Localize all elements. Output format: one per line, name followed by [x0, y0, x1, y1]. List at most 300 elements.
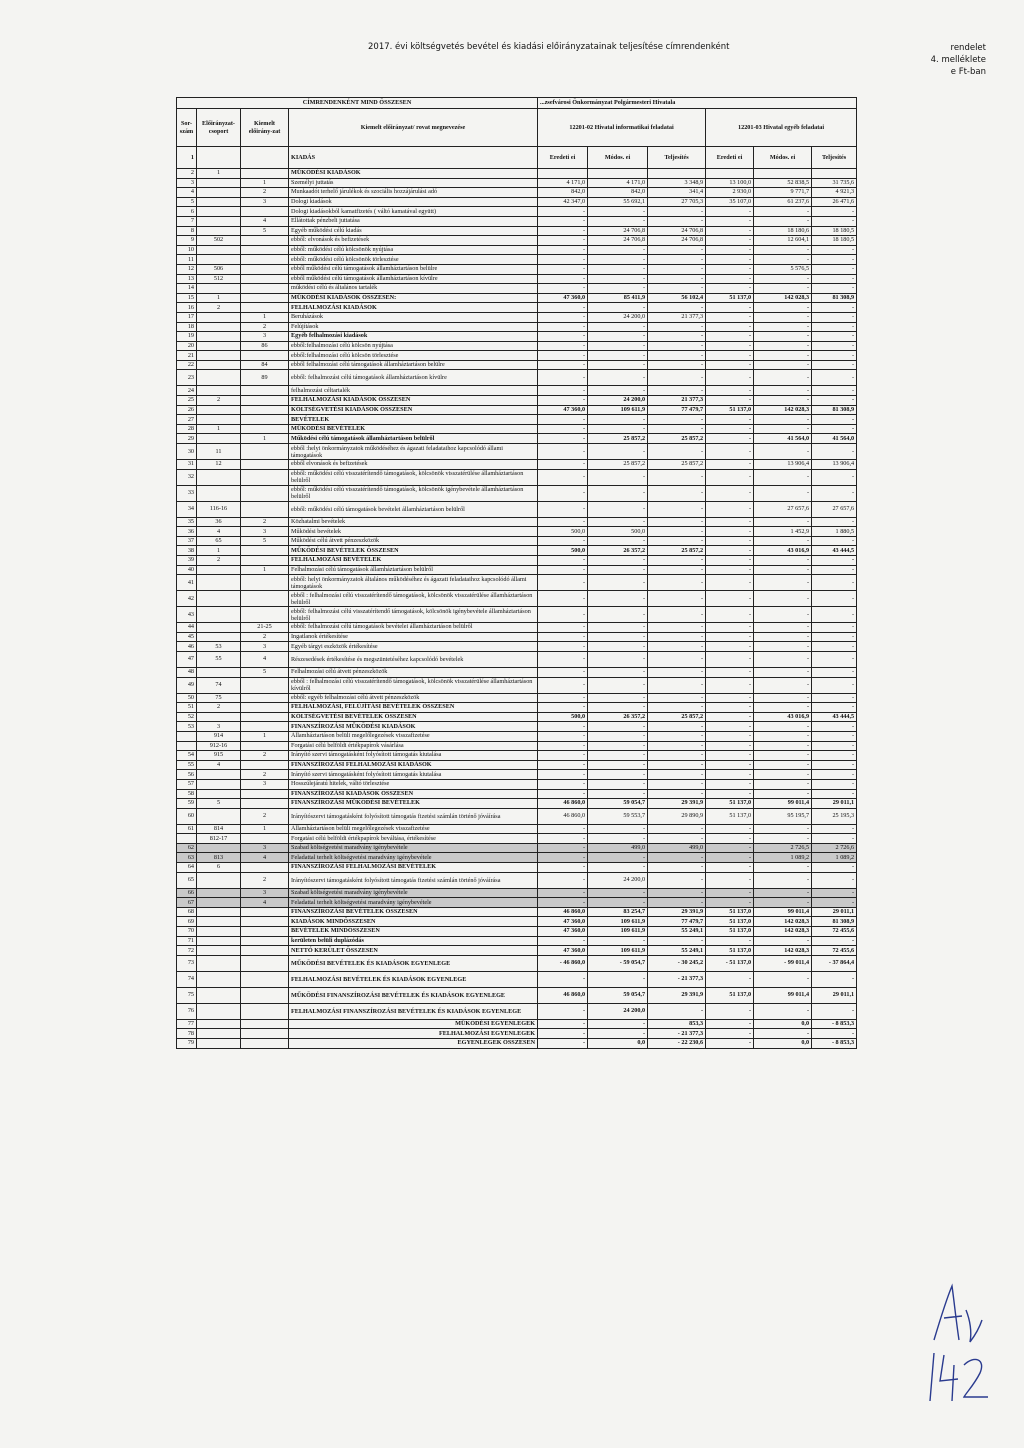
- row-label: MŰKÖDÉSI BEVÉTELEK ÖSSZESEN: [289, 546, 538, 556]
- value-cell: -: [588, 255, 648, 265]
- value-cell: 499,0: [648, 843, 706, 853]
- annex-line: 4. melléklete: [930, 55, 986, 65]
- row-label: NETTÓ KERÜLET ÖSSZESEN: [289, 946, 538, 956]
- value-cell: -: [706, 460, 754, 470]
- value-cell: 25 857,2: [648, 546, 706, 556]
- value-cell: 51 137,0: [706, 927, 754, 937]
- value-cell: -: [648, 351, 706, 361]
- value-cell: -: [706, 1003, 754, 1019]
- value-cell: -: [706, 274, 754, 284]
- item-code: [241, 1003, 289, 1019]
- table-row: [177, 332, 857, 342]
- group-code: [197, 632, 241, 642]
- value-cell: 4 921,3: [812, 188, 857, 198]
- annex-note: [931, 42, 986, 78]
- value-cell: -: [538, 731, 588, 741]
- value-cell: -: [706, 284, 754, 294]
- value-cell: -: [754, 284, 812, 294]
- value-cell: 29 391,9: [648, 987, 706, 1003]
- table-row: [177, 770, 857, 780]
- row-number: 50: [177, 693, 197, 703]
- item-code: [241, 607, 289, 623]
- table-row: [177, 178, 857, 188]
- group-code: [197, 927, 241, 937]
- value-cell: 13 906,4: [812, 460, 857, 470]
- value-cell: - 37 864,4: [812, 955, 857, 971]
- value-cell: -: [706, 677, 754, 693]
- value-cell: -: [754, 312, 812, 322]
- table-row: [177, 169, 857, 179]
- value-cell: -: [812, 444, 857, 460]
- value-cell: -: [588, 693, 648, 703]
- value-cell: -: [588, 303, 648, 313]
- value-cell: -: [812, 322, 857, 332]
- value-cell: -: [706, 898, 754, 908]
- group-code: [197, 341, 241, 351]
- value-cell: -: [588, 667, 648, 677]
- row-number: 26: [177, 405, 197, 415]
- row-label: FELHALMOZÁSI EGYENLEGEK: [289, 1029, 538, 1039]
- value-cell: -: [648, 322, 706, 332]
- value-cell: 42 347,0: [538, 197, 588, 207]
- group-code: [197, 197, 241, 207]
- value-cell: -: [754, 255, 812, 265]
- value-cell: -: [538, 789, 588, 799]
- group-code: [197, 1003, 241, 1019]
- row-label: felhalmozási céltartalék: [289, 386, 538, 396]
- item-code: [241, 917, 289, 927]
- value-cell: -: [648, 424, 706, 434]
- value-cell: -: [538, 693, 588, 703]
- group-code: 6: [197, 863, 241, 873]
- group-code: [197, 607, 241, 623]
- value-cell: -: [538, 226, 588, 236]
- row-number: 4: [177, 188, 197, 198]
- value-cell: 109 611,9: [588, 917, 648, 927]
- value-cell: -: [588, 651, 648, 667]
- item-code: 2: [241, 770, 289, 780]
- value-cell: 29 391,9: [648, 799, 706, 809]
- value-cell: 25 195,3: [812, 808, 857, 824]
- value-cell: 13 100,0: [706, 178, 754, 188]
- value-cell: 51 137,0: [706, 405, 754, 415]
- table-row: [177, 693, 857, 703]
- group-code: 502: [197, 236, 241, 246]
- value-cell: -: [648, 888, 706, 898]
- table-row: [177, 971, 857, 987]
- value-cell: -: [706, 722, 754, 732]
- item-code: 1: [241, 178, 289, 188]
- value-cell: -: [812, 556, 857, 566]
- value-cell: -: [706, 863, 754, 873]
- value-cell: -: [812, 341, 857, 351]
- row-number: 28: [177, 424, 197, 434]
- group-code: [197, 245, 241, 255]
- value-cell: -: [538, 370, 588, 386]
- item-code: 3: [241, 843, 289, 853]
- row-label: FELHALMOZÁSI BEVÉTELEK ÉS KIADÁSOK EGYENLEGE: [289, 971, 538, 987]
- value-cell: -: [588, 741, 648, 751]
- value-cell: -: [538, 312, 588, 322]
- table-row: [177, 303, 857, 313]
- group-code: [197, 808, 241, 824]
- value-cell: -: [812, 517, 857, 527]
- value-cell: -: [706, 216, 754, 226]
- value-cell: -: [648, 667, 706, 677]
- value-cell: -: [754, 386, 812, 396]
- value-cell: -: [706, 888, 754, 898]
- value-cell: - 46 860,0: [538, 955, 588, 971]
- value-cell: -: [588, 565, 648, 575]
- value-cell: 51 137,0: [706, 808, 754, 824]
- budget-table-wrap: [176, 97, 856, 1049]
- value-cell: -: [812, 789, 857, 799]
- value-cell: -: [706, 527, 754, 537]
- table-row: [177, 863, 857, 873]
- value-cell: 59 054,7: [588, 987, 648, 1003]
- annex-line: rendelet: [950, 43, 986, 53]
- value-cell: 499,0: [588, 843, 648, 853]
- row-label: Dologi kiadások: [289, 197, 538, 207]
- value-cell: -: [812, 312, 857, 322]
- value-cell: -: [648, 565, 706, 575]
- value-cell: -: [754, 1003, 812, 1019]
- value-cell: 27 705,3: [648, 197, 706, 207]
- value-cell: -: [754, 760, 812, 770]
- value-cell: -: [812, 834, 857, 844]
- table-row: [177, 751, 857, 761]
- value-cell: -: [754, 536, 812, 546]
- value-cell: 1 880,5: [812, 527, 857, 537]
- value-cell: -: [812, 274, 857, 284]
- item-code: 1: [241, 434, 289, 444]
- group-code: 914: [197, 731, 241, 741]
- value-cell: -: [754, 415, 812, 425]
- row-label: Irányítószervi támogatásként folyósított támogatás fizetési számlán történő jóváírása: [289, 872, 538, 888]
- row-number: 39: [177, 556, 197, 566]
- value-cell: -: [588, 632, 648, 642]
- row-number: 25: [177, 396, 197, 406]
- value-cell: 18 180,5: [812, 236, 857, 246]
- value-cell: -: [706, 667, 754, 677]
- table-row: [177, 591, 857, 607]
- item-code: 3: [241, 332, 289, 342]
- value-cell: -: [648, 872, 706, 888]
- group-code: 506: [197, 264, 241, 274]
- row-number: 55: [177, 760, 197, 770]
- group-code: [197, 485, 241, 501]
- value-cell: -: [754, 565, 812, 575]
- table-row: [177, 197, 857, 207]
- table-row: [177, 274, 857, 284]
- value-cell: -: [648, 264, 706, 274]
- table-row: [177, 188, 857, 198]
- value-cell: -: [538, 651, 588, 667]
- row-label: Személyi juttatás: [289, 178, 538, 188]
- value-cell: -: [588, 677, 648, 693]
- row-number: 15: [177, 293, 197, 303]
- row-label: EGYENLEGEK ÖSSZESEN: [289, 1039, 538, 1049]
- value-cell: -: [706, 1039, 754, 1049]
- value-cell: -: [588, 341, 648, 351]
- row-label: Forgatási célú belföldi értékpapírok vásárlása: [289, 741, 538, 751]
- annex-line: e Ft-ban: [950, 67, 986, 77]
- value-cell: -: [812, 651, 857, 667]
- item-code: [241, 834, 289, 844]
- value-cell: -: [648, 693, 706, 703]
- value-cell: 52 838,5: [754, 178, 812, 188]
- value-cell: 72 455,6: [812, 927, 857, 937]
- row-label: BEVÉTELEK: [289, 415, 538, 425]
- value-cell: - 21 377,3: [648, 971, 706, 987]
- group-code: [197, 667, 241, 677]
- value-cell: -: [538, 632, 588, 642]
- row-label: ebből működési célú támogatások államháztartáson belülre: [289, 264, 538, 274]
- row-label: Államháztartáson belüli megelőlegezések visszafizetése: [289, 731, 538, 741]
- value-cell: -: [538, 703, 588, 713]
- value-cell: 25 857,2: [648, 460, 706, 470]
- value-cell: -: [538, 245, 588, 255]
- value-cell: 25 857,2: [588, 460, 648, 470]
- table-row: [177, 731, 857, 741]
- group-code: [197, 591, 241, 607]
- value-cell: -: [648, 760, 706, 770]
- value-cell: -: [538, 207, 588, 217]
- group-code: [197, 1039, 241, 1049]
- group-code: [197, 917, 241, 927]
- item-code: [241, 907, 289, 917]
- item-code: 2: [241, 808, 289, 824]
- table-row: [177, 779, 857, 789]
- value-cell: 85 411,9: [588, 293, 648, 303]
- value-cell: -: [754, 575, 812, 591]
- value-cell: -: [588, 517, 648, 527]
- value-cell: 24 706,8: [648, 226, 706, 236]
- value-cell: -: [706, 370, 754, 386]
- value-cell: -: [812, 565, 857, 575]
- item-code: 3: [241, 642, 289, 652]
- value-cell: -: [812, 303, 857, 313]
- row-number: 38: [177, 546, 197, 556]
- value-cell: - 8 853,3: [812, 1039, 857, 1049]
- row-number: 19: [177, 332, 197, 342]
- table-row: [177, 623, 857, 633]
- value-cell: -: [538, 751, 588, 761]
- table-row: [177, 236, 857, 246]
- value-cell: -: [648, 751, 706, 761]
- value-cell: -: [538, 760, 588, 770]
- row-number: 32: [177, 469, 197, 485]
- table-row: [177, 255, 857, 265]
- row-number: 20: [177, 341, 197, 351]
- group-code: 12: [197, 460, 241, 470]
- row-label: FINANSZÍROZÁSI KIADÁSOK ÖSSZESEN: [289, 789, 538, 799]
- value-cell: -: [812, 360, 857, 370]
- value-cell: -: [538, 556, 588, 566]
- table-row: [177, 360, 857, 370]
- value-cell: -: [706, 971, 754, 987]
- group-code: [197, 955, 241, 971]
- row-label: ebből: működési célú kölcsönök törlesztése: [289, 255, 538, 265]
- value-cell: -: [812, 591, 857, 607]
- row-label: BEVÉTELEK MINDÖSSZESEN: [289, 927, 538, 937]
- value-cell: -: [706, 396, 754, 406]
- value-cell: -: [706, 485, 754, 501]
- table-row: [177, 424, 857, 434]
- table-row: [177, 808, 857, 824]
- sorszam-header: Sor-szám: [177, 109, 197, 147]
- value-cell: -: [706, 789, 754, 799]
- row-number: 58: [177, 789, 197, 799]
- group-code: [197, 332, 241, 342]
- group-code: [197, 312, 241, 322]
- document-title: 2017. évi költségvetés bevétel és kiadási előirányzatainak teljesítése címrendenként: [368, 42, 730, 52]
- row-number: 40: [177, 565, 197, 575]
- row-number: 63: [177, 853, 197, 863]
- table-row: [177, 575, 857, 591]
- group-code: [197, 386, 241, 396]
- row-number: 35: [177, 517, 197, 527]
- row-number: 44: [177, 623, 197, 633]
- row-label: ebből: egyéb felhalmozási célú átvett pénzeszközök: [289, 693, 538, 703]
- value-cell: 24 200,0: [588, 312, 648, 322]
- value-cell: -: [754, 591, 812, 607]
- row-number: 74: [177, 971, 197, 987]
- value-cell: -: [706, 303, 754, 313]
- value-cell: -: [706, 760, 754, 770]
- value-cell: -: [706, 322, 754, 332]
- value-cell: -: [538, 667, 588, 677]
- value-cell: -: [754, 834, 812, 844]
- value-cell: -: [538, 770, 588, 780]
- item-code: [241, 485, 289, 501]
- value-cell: 99 011,4: [754, 987, 812, 1003]
- value-cell: 99 011,4: [754, 907, 812, 917]
- value-cell: 72 455,6: [812, 946, 857, 956]
- table-row: [177, 898, 857, 908]
- row-number: 67: [177, 898, 197, 908]
- value-cell: -: [538, 501, 588, 517]
- value-cell: -: [538, 853, 588, 863]
- value-cell: -: [648, 556, 706, 566]
- group-code: 116-16: [197, 501, 241, 517]
- row-label: KÖLTSÉGVETÉSI BEVÉTELEK ÖSSZESEN: [289, 712, 538, 722]
- value-cell: -: [754, 779, 812, 789]
- table-row: [177, 632, 857, 642]
- row-number: 77: [177, 1019, 197, 1029]
- value-cell: -: [588, 216, 648, 226]
- value-cell: [538, 169, 588, 179]
- value-cell: 2 726,5: [754, 843, 812, 853]
- value-cell: -: [588, 284, 648, 294]
- value-cell: -: [754, 863, 812, 873]
- value-cell: -: [588, 770, 648, 780]
- value-cell: -: [812, 1029, 857, 1039]
- group-code: [197, 351, 241, 361]
- table-row: [177, 987, 857, 1003]
- value-cell: -: [754, 485, 812, 501]
- table-row: [177, 536, 857, 546]
- row-number: 64: [177, 863, 197, 873]
- value-cell: -: [588, 245, 648, 255]
- value-cell: -: [588, 264, 648, 274]
- item-code: [241, 386, 289, 396]
- table-row: [177, 341, 857, 351]
- group-code: [197, 360, 241, 370]
- value-cell: -: [648, 623, 706, 633]
- item-code: [241, 245, 289, 255]
- row-number: 8: [177, 226, 197, 236]
- value-cell: -: [706, 207, 754, 217]
- value-cell: 55 249,1: [648, 946, 706, 956]
- sub-header: Eredeti ei: [706, 147, 754, 169]
- value-cell: -: [812, 731, 857, 741]
- value-cell: -: [648, 779, 706, 789]
- value-cell: -: [706, 693, 754, 703]
- value-cell: 59 054,7: [588, 799, 648, 809]
- value-cell: 18 180,5: [812, 226, 857, 236]
- value-cell: -: [812, 284, 857, 294]
- value-cell: -: [754, 341, 812, 351]
- value-cell: -: [538, 843, 588, 853]
- group-code: [197, 712, 241, 722]
- value-cell: 142 028,3: [754, 946, 812, 956]
- value-cell: -: [812, 872, 857, 888]
- value-cell: 842,0: [538, 188, 588, 198]
- item-code: [241, 284, 289, 294]
- value-cell: -: [588, 824, 648, 834]
- table-row: [177, 1003, 857, 1019]
- group-code: 912-16: [197, 741, 241, 751]
- item-code: [241, 460, 289, 470]
- value-cell: -: [648, 731, 706, 741]
- item-code: 3: [241, 197, 289, 207]
- value-cell: -: [754, 722, 812, 732]
- value-cell: -: [588, 703, 648, 713]
- value-cell: -: [706, 236, 754, 246]
- value-cell: 31 735,6: [812, 178, 857, 188]
- value-cell: -: [706, 312, 754, 322]
- item-code: [241, 741, 289, 751]
- row-number: 31: [177, 460, 197, 470]
- row-number: 7: [177, 216, 197, 226]
- value-cell: -: [754, 651, 812, 667]
- item-code: 5: [241, 536, 289, 546]
- value-cell: - 51 137,0: [706, 955, 754, 971]
- row-label: Irányítószervi támogatásként folyósított támogatás fizetési számlán történő jóváírása: [289, 808, 538, 824]
- group-code: 53: [197, 642, 241, 652]
- group-code: [197, 284, 241, 294]
- row-label: FINANSZÍROZÁSI FELHALMOZÁSI BEVÉTELEK: [289, 863, 538, 873]
- row-number: 66: [177, 888, 197, 898]
- value-cell: -: [706, 469, 754, 485]
- value-cell: -: [648, 517, 706, 527]
- page-number-mark: [924, 1345, 994, 1405]
- value-cell: 0,0: [588, 1039, 648, 1049]
- value-cell: 51 137,0: [706, 946, 754, 956]
- table-row: [177, 546, 857, 556]
- table-row: [177, 527, 857, 537]
- row-label: ebből:felhalmozási célú kölcsön nyújtása: [289, 341, 538, 351]
- value-cell: -: [706, 607, 754, 623]
- table-row: [177, 293, 857, 303]
- value-cell: 46 860,0: [538, 808, 588, 824]
- value-cell: -: [648, 677, 706, 693]
- value-cell: -: [754, 741, 812, 751]
- value-cell: -: [706, 591, 754, 607]
- value-cell: -: [588, 936, 648, 946]
- value-cell: -: [588, 360, 648, 370]
